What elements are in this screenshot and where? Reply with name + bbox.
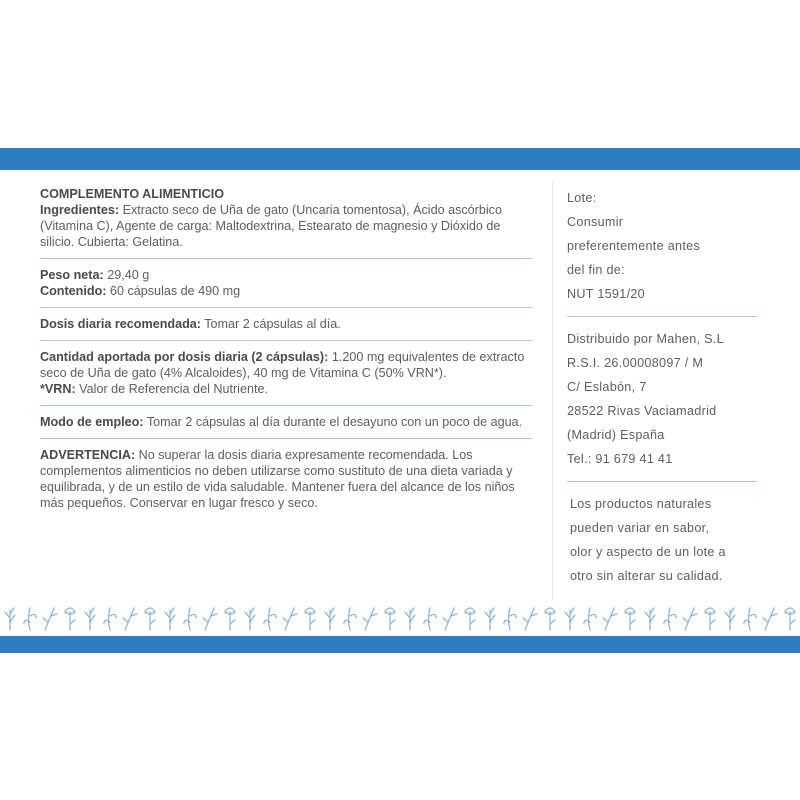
herb-sprig-icon [705,608,715,630]
quality-note [567,492,767,588]
amount-value: 1.200 mg equivalentes de extracto seco de Uña de gato (4% Alcaloides), 40 mg de Vitamina C (50% VRN*). [40,350,525,380]
herb-sprig-icon [744,608,756,630]
distributor-phone: Tel.: 91 679 41 41 [567,452,673,466]
herb-sprig-icon [5,608,15,630]
amount-label: Cantidad aportada por dosis diaria (2 cápsulas): [40,350,329,364]
herb-pattern-icon [0,600,800,636]
column-divider [552,180,553,600]
herb-sprig-icon [203,608,217,630]
herb-sprig-icon [683,608,697,630]
net-weight [40,267,532,283]
net-weight-label: Peso neta: [40,268,104,282]
dose-label: Dosis diaria recomendada: [40,317,201,331]
vrn-note [40,381,532,397]
quality-note-line-2: pueden variar en sabor, [570,521,710,535]
usage-value: Tomar 2 cápsulas al día durante el desayuno con un poco de agua. [143,415,523,429]
best-before-line-1: Consumir [567,215,624,229]
herb-sprig-icon [245,608,255,630]
right-divider [567,316,757,317]
vrn-label: *VRN: [40,382,76,396]
herb-sprig-icon [603,608,617,630]
herb-sprig-icon [424,608,436,630]
content-value: 60 cápsulas de 490 mg [106,284,241,298]
vrn-value: Valor de Referencia del Nutriente. [75,382,268,396]
herb-sprig-icon [225,608,235,630]
herb-sprig-icon [184,608,196,630]
distributor-line-4: 28522 Rivas Vaciamadrid [567,404,717,418]
warning-section [40,447,532,517]
ingredients-value: Extracto seco de Uña de gato (Uncaria tomentosa), Ácido ascórbico (Vitamina C), Agente de carga: Maltodextrina, Estearato de magnesio y Dióxido de silicio. Cubierta: Gelatina. [40,203,502,249]
usage-label: Modo de empleo: [40,415,144,429]
ingredients-section [40,186,532,256]
usage-mode [40,414,532,430]
dose-value: Tomar 2 cápsulas al día. [200,317,341,331]
warning-value: No superar la dosis diaria expresamente recomendada. Los complementos alimenticios no deben utilizarse como sustituto de una dieta variada y equilibrada, y de un estilo de vida saludable. Mantener fuera del alcance de los niños más pequeños. Conservar en lugar fresco y seco. [40,448,515,510]
herb-sprig-icon [104,608,116,630]
herb-sprig-icon [664,608,676,630]
herb-sprig-icon [405,608,415,630]
quality-note-line-3: olor y aspecto de un lote a [570,545,726,559]
dose-section [40,316,532,338]
warning-label: ADVERTENCIA: [40,448,136,462]
label-right-column [567,186,767,588]
nut-code: NUT 1591/20 [567,287,645,301]
label-left-column [40,186,532,517]
best-before-line-2: preferentemente antes [567,239,701,253]
herb-sprig-icon [85,608,95,630]
herb-sprig-icon [504,608,516,630]
herb-sprig-icon [545,608,555,630]
herb-sprig-icon [584,608,596,630]
herb-sprig-icon [465,608,475,630]
herb-sprig-icon [763,608,777,630]
ingredients-label: Ingredientes: [40,203,120,217]
herb-sprig-icon [305,608,315,630]
herb-pattern-svg [0,600,800,636]
herb-sprig-icon [65,608,75,630]
section-divider [40,340,532,341]
section-divider [40,438,532,439]
distributor-line-3: C/ Eslabón, 7 [567,380,647,394]
distributor-line-2: R.S.I. 26.00008097 / M [567,356,704,370]
content [40,283,532,299]
herb-sprig-icon [485,608,495,630]
herb-sprig-icon [725,608,735,630]
quality-note-line-1: Los productos naturales [570,497,712,511]
weight-section [40,267,532,305]
net-weight-value: 29,40 g [103,268,150,282]
herb-sprig-icon [785,608,795,630]
herb-sprig-icon [344,608,356,630]
distributor-line-1: Distribuido por Mahen, S.L [567,332,724,346]
herb-sprig-icon [165,608,175,630]
herb-sprig-icon [283,608,297,630]
herb-sprig-icon [385,608,395,630]
herb-sprig-icon [645,608,655,630]
quality-note-line-4: otro sin alterar su calidad. [570,569,723,583]
ingredients-text [40,202,532,250]
amount-section [40,349,532,403]
recommended-dose [40,316,532,332]
herb-sprig-icon [523,608,537,630]
herb-sprig-icon [565,608,575,630]
supplement-title: COMPLEMENTO ALIMENTICIO [40,187,225,201]
section-divider [40,405,532,406]
lot-label: Lote: [567,191,597,205]
herb-sprig-icon [625,608,635,630]
herb-sprig-icon [264,608,276,630]
section-divider [40,307,532,308]
herb-sprig-icon [24,608,36,630]
herb-sprig-icon [363,608,377,630]
top-blue-band [0,148,800,170]
distributor-line-5: (Madrid) España [567,428,665,442]
best-before-line-3: del fin de: [567,263,625,277]
content-label: Contenido: [40,284,107,298]
section-divider [40,258,532,259]
usage-section [40,414,532,436]
right-divider [567,481,757,482]
bottom-blue-band [0,636,800,653]
herb-sprig-icon [123,608,137,630]
amount-per-dose [40,349,532,381]
herb-sprig-icon [145,608,155,630]
herb-sprig-icon [443,608,457,630]
warning [40,447,532,511]
herb-sprig-icon [325,608,335,630]
herb-sprig-icon [43,608,57,630]
